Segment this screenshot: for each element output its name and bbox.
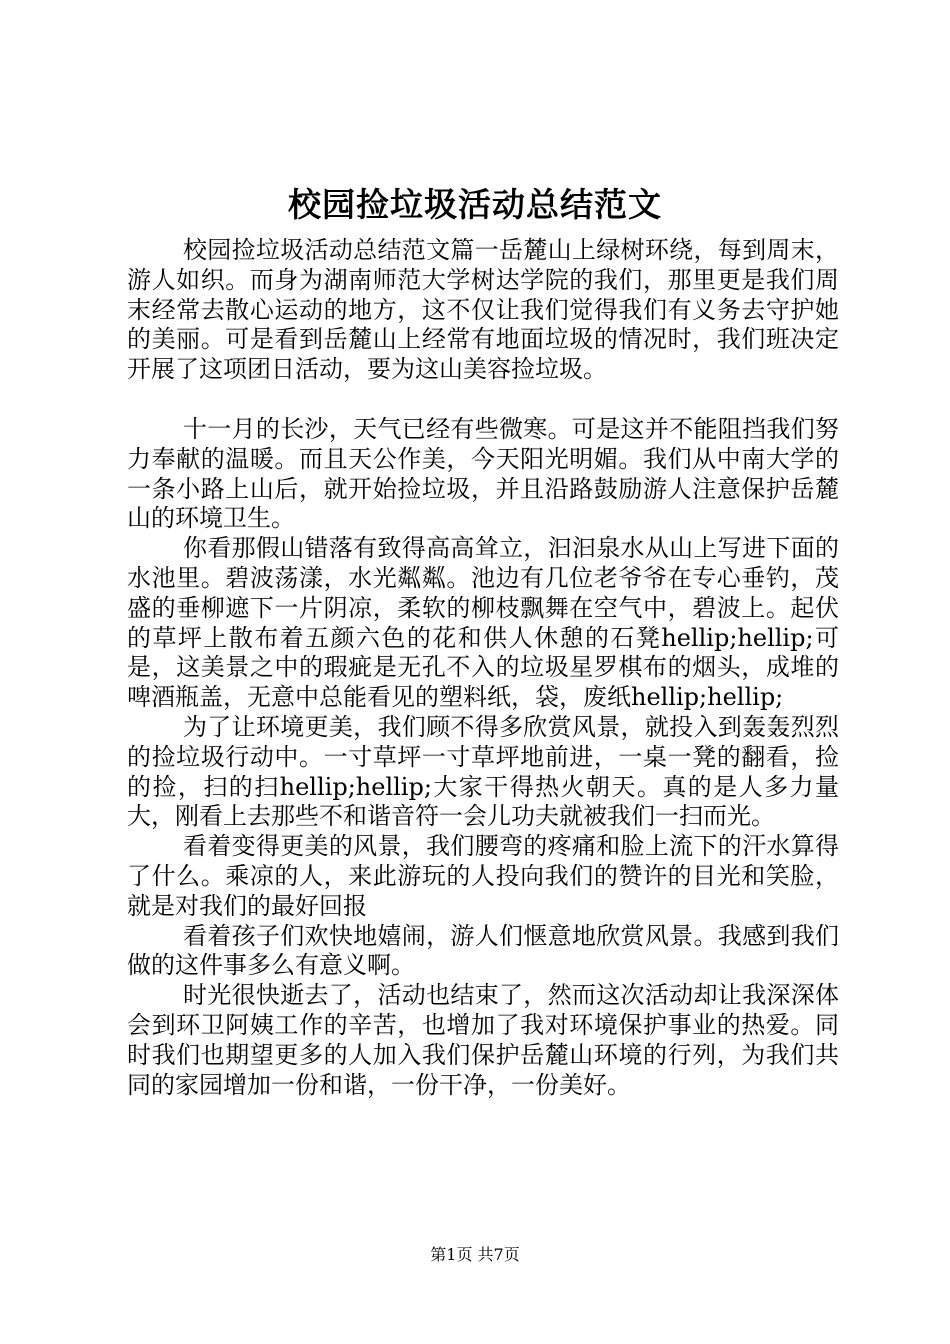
paragraph-4: 为了让环境更美，我们顾不得多欣赏风景，就投入到轰轰烈烈的捡垃圾行动中。一寸草坪一寸草坪地前进，一桌一凳的翻看，捡的捡，扫的扫hellip;hellip;大家干得热火朝天。真的是人多力量大，刚看上去那些不和谐音符一会儿功夫就被我们一扫而光。	[127, 712, 839, 831]
document-title: 校园捡垃圾活动总结范文	[288, 185, 662, 224]
paragraph-2: 十一月的长沙，天气已经有些微寒。可是这并不能阻挡我们努力奉献的温暖。而且天公作美，今天阳光明媚。我们从中南大学的一条小路上山后，就开始捡垃圾，并且沿路鼓励游人注意保护岳麓山的环境卫生。	[127, 414, 839, 533]
paragraph-1: 校园捡垃圾活动总结范文篇一岳麓山上绿树环绕，每到周末，游人如织。而身为湖南师范大学树达学院的我们，那里更是我们周末经常去散心运动的地方，这不仅让我们觉得我们有义务去守护她的美丽。可是看到岳麓山上经常有地面垃圾的情况时，我们班决定开展了这项团日活动，要为这山美容捡垃圾。	[127, 236, 839, 384]
paragraph-3: 你看那假山错落有致得高高耸立，汩汩泉水从山上写进下面的水池里。碧波荡漾，水光粼粼。池边有几位老爷爷在专心垂钓，茂盛的垂柳遮下一片阴凉，柔软的柳枝飘舞在空气中，碧波上。起伏的草坪上散布着五颜六色的花和供人休憩的石凳hellip;hellip;可是，这美景之中的瑕疵是无孔不入的垃圾星罗棋布的烟头，成堆的啤酒瓶盖，无意中总能看见的塑料纸，袋，废纸hellip;hellip;	[127, 534, 839, 712]
paragraph-7: 时光很快逝去了，活动也结束了，然而这次活动却让我深深体会到环卫阿姨工作的辛苦，也增加了我对环境保护事业的热爱。同时我们也期望更多的人加入我们保护岳麓山环境的行列，为我们共同的家园增加一份和谐，一份干净，一份美好。	[127, 981, 839, 1099]
paragraph-6: 看着孩子们欢快地嬉闹，游人们惬意地欣赏风景。我感到我们做的这件事多么有意义啊。	[127, 921, 839, 980]
paragraph-5: 看着变得更美的风景，我们腰弯的疼痛和脸上流下的汗水算得了什么。乘凉的人，来此游玩的人投向我们的赞许的目光和笑脸，就是对我们的最好回报	[127, 832, 839, 920]
page-number-footer: 第1页 共7页	[430, 1245, 520, 1264]
document-body	[127, 236, 839, 1100]
